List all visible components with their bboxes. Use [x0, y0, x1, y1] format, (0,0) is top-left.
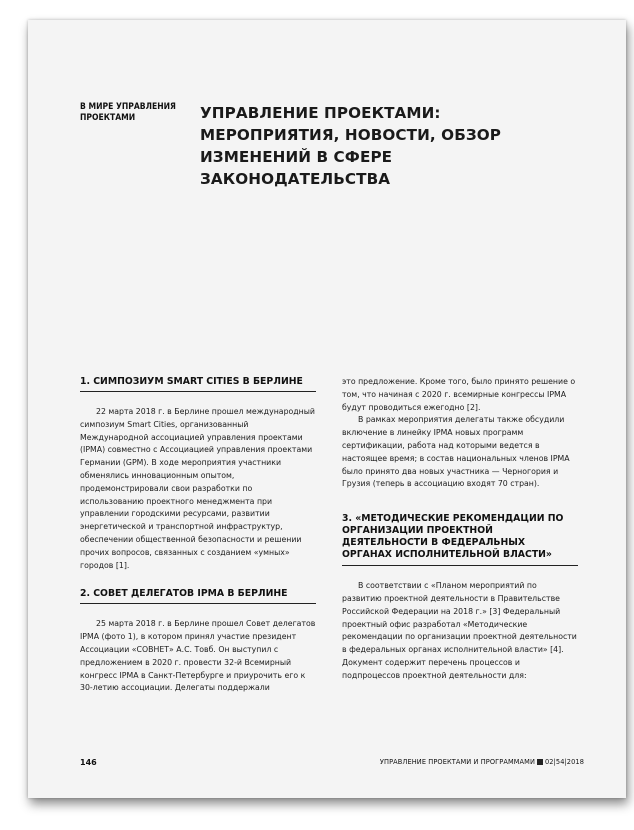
page-title: УПРАВЛЕНИЕ ПРОЕКТАМИ: МЕРОПРИЯТИЯ, НОВОСТИ, ОБЗОР ИЗМЕНЕНИЙ В СФЕРЕ ЗАКОНОДАТЕЛЬСТВА	[200, 104, 501, 188]
paragraph: В рамках мероприятия делегаты также обсудили включение в линейку IPMA новых программ сертификации, работа над которыми ведется в настоящее время; в состав национальных членов IPMA было принято два новых участника — Черногория и Грузия (теперь в ассоциацию входят 70 стран).	[342, 415, 570, 489]
page-number: 146	[80, 758, 97, 767]
journal-footer	[380, 758, 584, 766]
paragraph: 25 марта 2018 г. в Берлине прошел Совет делегатов IPMA (фото 1), в котором принял участие президент Ассоциации «СОВНЕТ» А.С. Товб. Он выступил с предложением в 2020 г. провести 32-й Всемирный конгресс IPMA в Санкт-Петербурге и приурочить его к 30-летию ассоциации. Делегаты поддержали	[80, 619, 316, 693]
paragraph: В соответствии с «Планом мероприятий по развитию проектной деятельности в Правительстве Российской Федерации на 2018 г.» [3] Федеральный проектный офис разработал «Методические рекомендации по организации проектной деятельности в федеральных органах исполнительной власти» [4]. Документ содержит перечень процессов и подпроцессов проектной деятельности для:	[342, 581, 577, 680]
journal-name: УПРАВЛЕНИЕ ПРОЕКТАМИ И ПРОГРАММАМИ	[379, 758, 535, 766]
section-heading-3: 3. «МЕТОДИЧЕСКИЕ РЕКОМЕНДАЦИИ ПО ОРГАНИЗАЦИИ ПРОЕКТНОЙ ДЕЯТЕЛЬНОСТИ В ФЕДЕРАЛЬНЫХ ОРГАНАХ ИСПОЛНИТЕЛЬНОЙ ВЛАСТИ»	[342, 513, 578, 566]
section-heading-2: 2. СОВЕТ ДЕЛЕГАТОВ IPMA В БЕРЛИНЕ	[80, 588, 316, 604]
paragraph: 22 марта 2018 г. в Берлине прошел международный симпозиум Smart Cities, организованный Международной ассоциацией управления проектами (IPMA) совместно с Ассоциацией управления проектами Германии (GPM). В ходе мероприятия участники обменялись инновационным опытом, продемонстрировали свои разработки по использованию проектного менеджмента при управлении городскими ресурсами, развитии энергетической и транспортной инфраструктур, обеспечении общественной безопасности и решении прочих вопросов, связанных с созданием «умных» городов [1].	[80, 407, 315, 570]
paragraph: это предложение. Кроме того, было принято решение о том, что начиная с 2020 г. всемирные конгрессы IPMA будут проводиться ежегодно [2].	[342, 377, 576, 412]
right-column	[342, 376, 578, 683]
square-icon	[537, 759, 543, 765]
section-heading-1: 1. СИМПОЗИУМ SMART CITIES В БЕРЛИНЕ	[80, 376, 316, 392]
section-tag: В МИРЕ УПРАВЛЕНИЯ ПРОЕКТАМИ	[80, 102, 176, 123]
issue-number: 02|54|2018	[544, 758, 584, 766]
left-column	[80, 376, 316, 695]
journal-page	[28, 20, 626, 798]
